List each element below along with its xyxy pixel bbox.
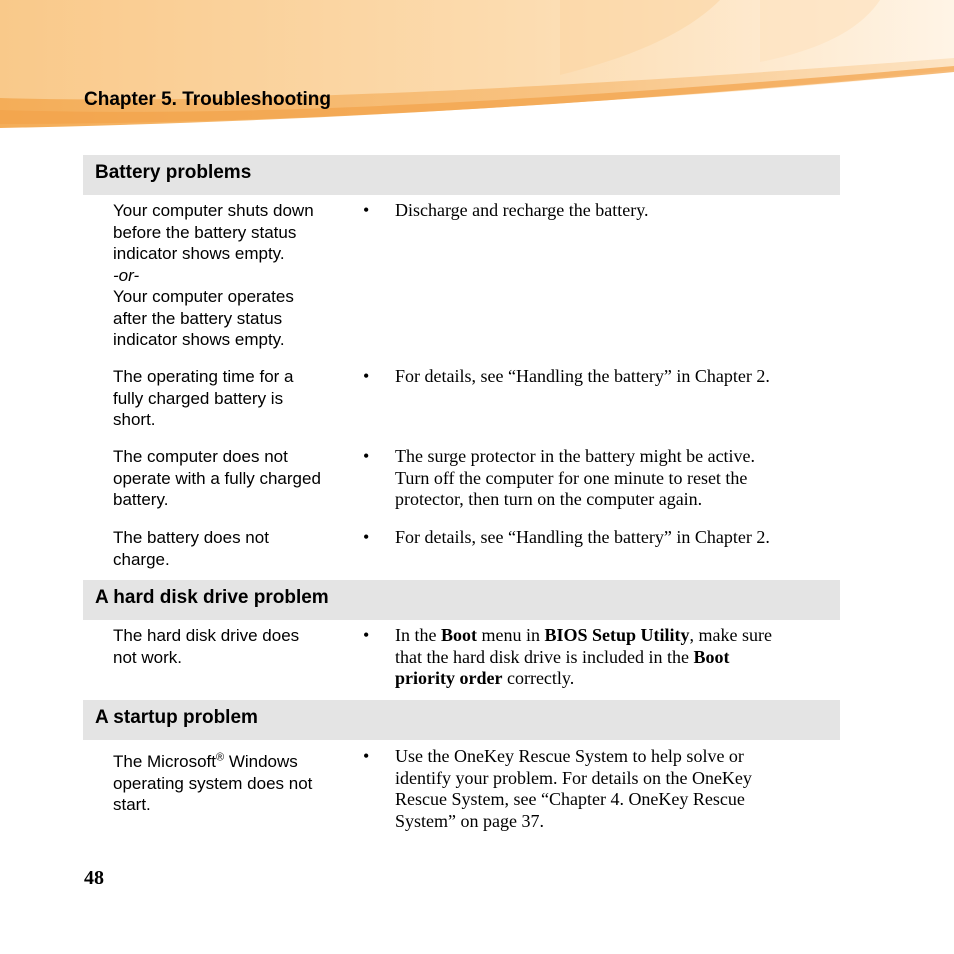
symptom-line: Your computer shuts down xyxy=(113,201,314,220)
solution-line: protector, then turn on the computer again. xyxy=(395,489,703,509)
symptom-line: indicator shows empty. xyxy=(113,244,285,263)
symptom-line: Your computer operates xyxy=(113,287,294,306)
bullet-icon: • xyxy=(363,446,370,466)
symptom-fragment: The Microsoft xyxy=(113,752,216,771)
page-number: 48 xyxy=(84,867,104,889)
symptom-line: The operating time for a xyxy=(113,367,294,386)
solution-text xyxy=(395,527,835,549)
solution-line: For details, see “Handling the battery” in Chapter 2. xyxy=(395,527,770,547)
symptom-text xyxy=(113,625,348,668)
solution-fragment: correctly. xyxy=(502,668,575,688)
solution-line xyxy=(395,625,835,647)
section-header-hard-disk xyxy=(83,580,840,620)
registered-mark: ® xyxy=(215,751,225,764)
solution-line: The surge protector in the battery might be active. xyxy=(395,446,756,466)
or-separator: -or- xyxy=(113,265,140,285)
solution-fragment: that the hard disk drive is included in the xyxy=(395,646,694,667)
bullet-icon: • xyxy=(363,366,370,386)
solution-line: For details, see “Handling the battery” in Chapter 2. xyxy=(395,366,770,386)
solution-line: System” on page 37. xyxy=(395,810,544,831)
symptom-line: not work. xyxy=(113,647,182,667)
solution-line: Rescue System, see “Chapter 4. OneKey Rescue xyxy=(395,789,745,809)
solution-line: Use the OneKey Rescue System to help solve or xyxy=(395,746,744,766)
solution-text xyxy=(395,366,835,388)
bullet-icon: • xyxy=(363,625,370,645)
solution-text xyxy=(395,200,835,222)
section-title: Battery problems xyxy=(95,162,252,183)
section-title: A hard disk drive problem xyxy=(95,587,329,608)
bullet-icon: • xyxy=(363,746,370,766)
solution-text xyxy=(395,446,835,511)
symptom-line: after the battery status xyxy=(113,308,283,328)
symptom-line: The battery does not xyxy=(113,528,269,547)
symptom-text xyxy=(113,527,348,570)
section-header-startup xyxy=(83,700,840,740)
symptom-text xyxy=(113,751,348,816)
symptom-line: short. xyxy=(113,410,156,429)
solution-line: identify your problem. For details on the OneKey xyxy=(395,767,752,788)
bios-setup-term: BIOS Setup Utility xyxy=(544,625,690,645)
symptom-line: The hard disk drive does xyxy=(113,626,300,645)
boot-menu-term: Boot xyxy=(440,625,477,645)
solution-line: Discharge and recharge the battery. xyxy=(395,200,649,220)
bullet-icon: • xyxy=(363,527,370,547)
solution-fragment: In the xyxy=(395,625,441,645)
symptom-line: before the battery status xyxy=(113,222,297,242)
chapter-title: Chapter 5. Troubleshooting xyxy=(84,89,332,110)
symptom-line: indicator shows empty. xyxy=(113,330,285,349)
symptom-fragment: Windows xyxy=(224,752,298,771)
symptom-text xyxy=(113,200,348,351)
symptom-line: charge. xyxy=(113,549,170,569)
section-header-battery xyxy=(83,155,840,195)
solution-text xyxy=(395,746,835,832)
symptom-line: start. xyxy=(113,795,151,814)
solution-line xyxy=(395,668,835,690)
solution-text xyxy=(395,625,835,690)
symptom-line: operate with a fully charged xyxy=(113,468,321,488)
symptom-line: operating system does not xyxy=(113,773,313,793)
symptom-line: fully charged battery is xyxy=(113,388,284,408)
solution-line xyxy=(395,647,835,669)
symptom-line xyxy=(113,751,348,773)
bullet-icon: • xyxy=(363,200,370,220)
symptom-text xyxy=(113,366,348,431)
solution-fragment: menu in xyxy=(476,625,545,645)
solution-line: Turn off the computer for one minute to reset the xyxy=(395,467,748,488)
symptom-line: battery. xyxy=(113,490,169,509)
solution-fragment: , make sure xyxy=(689,625,772,645)
boot-term: Boot xyxy=(693,646,730,667)
symptom-text xyxy=(113,446,348,511)
symptom-line: The computer does not xyxy=(113,447,288,466)
priority-order-term: priority order xyxy=(395,668,503,688)
section-title: A startup problem xyxy=(95,707,258,728)
